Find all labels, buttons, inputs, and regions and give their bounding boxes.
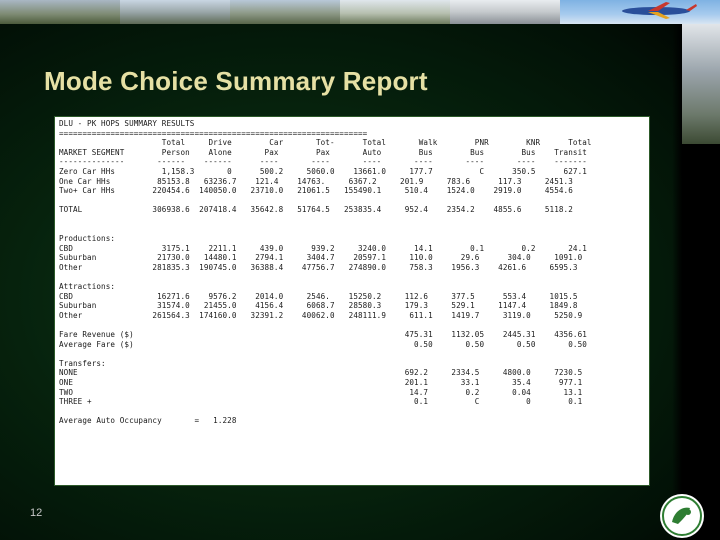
side-photo-bus [682,24,720,144]
page-number: 12 [30,507,43,519]
page-title: Mode Choice Summary Report [44,66,428,96]
banner-photo-train [450,0,560,24]
report-text: DLU - PK HOPS SUMMARY RESULTS ================================================================== Total Drive Car Tot- Total Walk PNR KNR Total MARKET SEGMENT Person Alone Pax Pax Auto Bus Bus Bus Transit -------------- ------ ------ ---- ---- ---- ---- ---- ---- ------- Zero Car HHs 1,158.3 0 500.2 5060.0 13661.0 177.7 C 350.5 627.1 One Car HHs 85153.8 63236.7 121.4 14763. 6367.2 201.9 783.6 117.3 2451.3 Two+ Car HHs 220454.6 140050.0 23710.0 21061.5 155490.1 510.4 1524.0 2919.0 4554.6 TOTAL 306938.6 207418.4 35642.8 51764.5 253835.4 952.4 2354.2 4855.6 5118.2 Productions: CBD 3175.1 2211.1 439.0 939.2 3240.0 14.1 0.1 0.2 24.1 Suburban 21730.0 14480.1 2794.1 3404.7 20597.1 110.0 29.6 304.0 1091.0 Other 281835.3 190745.0 36388.4 47756.7 274890.0 758.3 1956.3 4261.6 6595.3 Attractions: CBD 16271.6 9576.2 2014.0 2546. 15250.2 112.6 377.5 553.4 1015.5 Suburban 31574.0 21455.0 4156.4 6068.7 28580.3 179.3 529.1 1147.4 1849.8 Other 261564.3 174160.0 32391.2 40062.0 248111.9 611.1 1419.7 3119.0 5250.9 Fare Revenue ($) 475.31 1132.05 2445.31 4356.61 Average Fare ($) 0.50 0.50 0.50 0.50 Transfers: NONE 692.2 2334.5 4800.0 7230.5 ONE 201.1 33.1 35.4 977.1 TWO 14.7 0.2 0.04 13.1 THREE + 0.1 C 0 0.1 Average Auto Occupancy = 1.228 [59,119,592,426]
banner-photo-traffic [230,0,340,24]
agency-seal-logo [658,492,706,540]
airplane-icon [608,0,698,20]
report-panel [54,116,650,486]
banner-photo-bike [340,0,450,24]
side-dark-panel [682,144,720,540]
banner-photo-highway [120,0,230,24]
banner-photo-trucks [0,0,120,24]
slide-edge-shadow [672,24,682,540]
